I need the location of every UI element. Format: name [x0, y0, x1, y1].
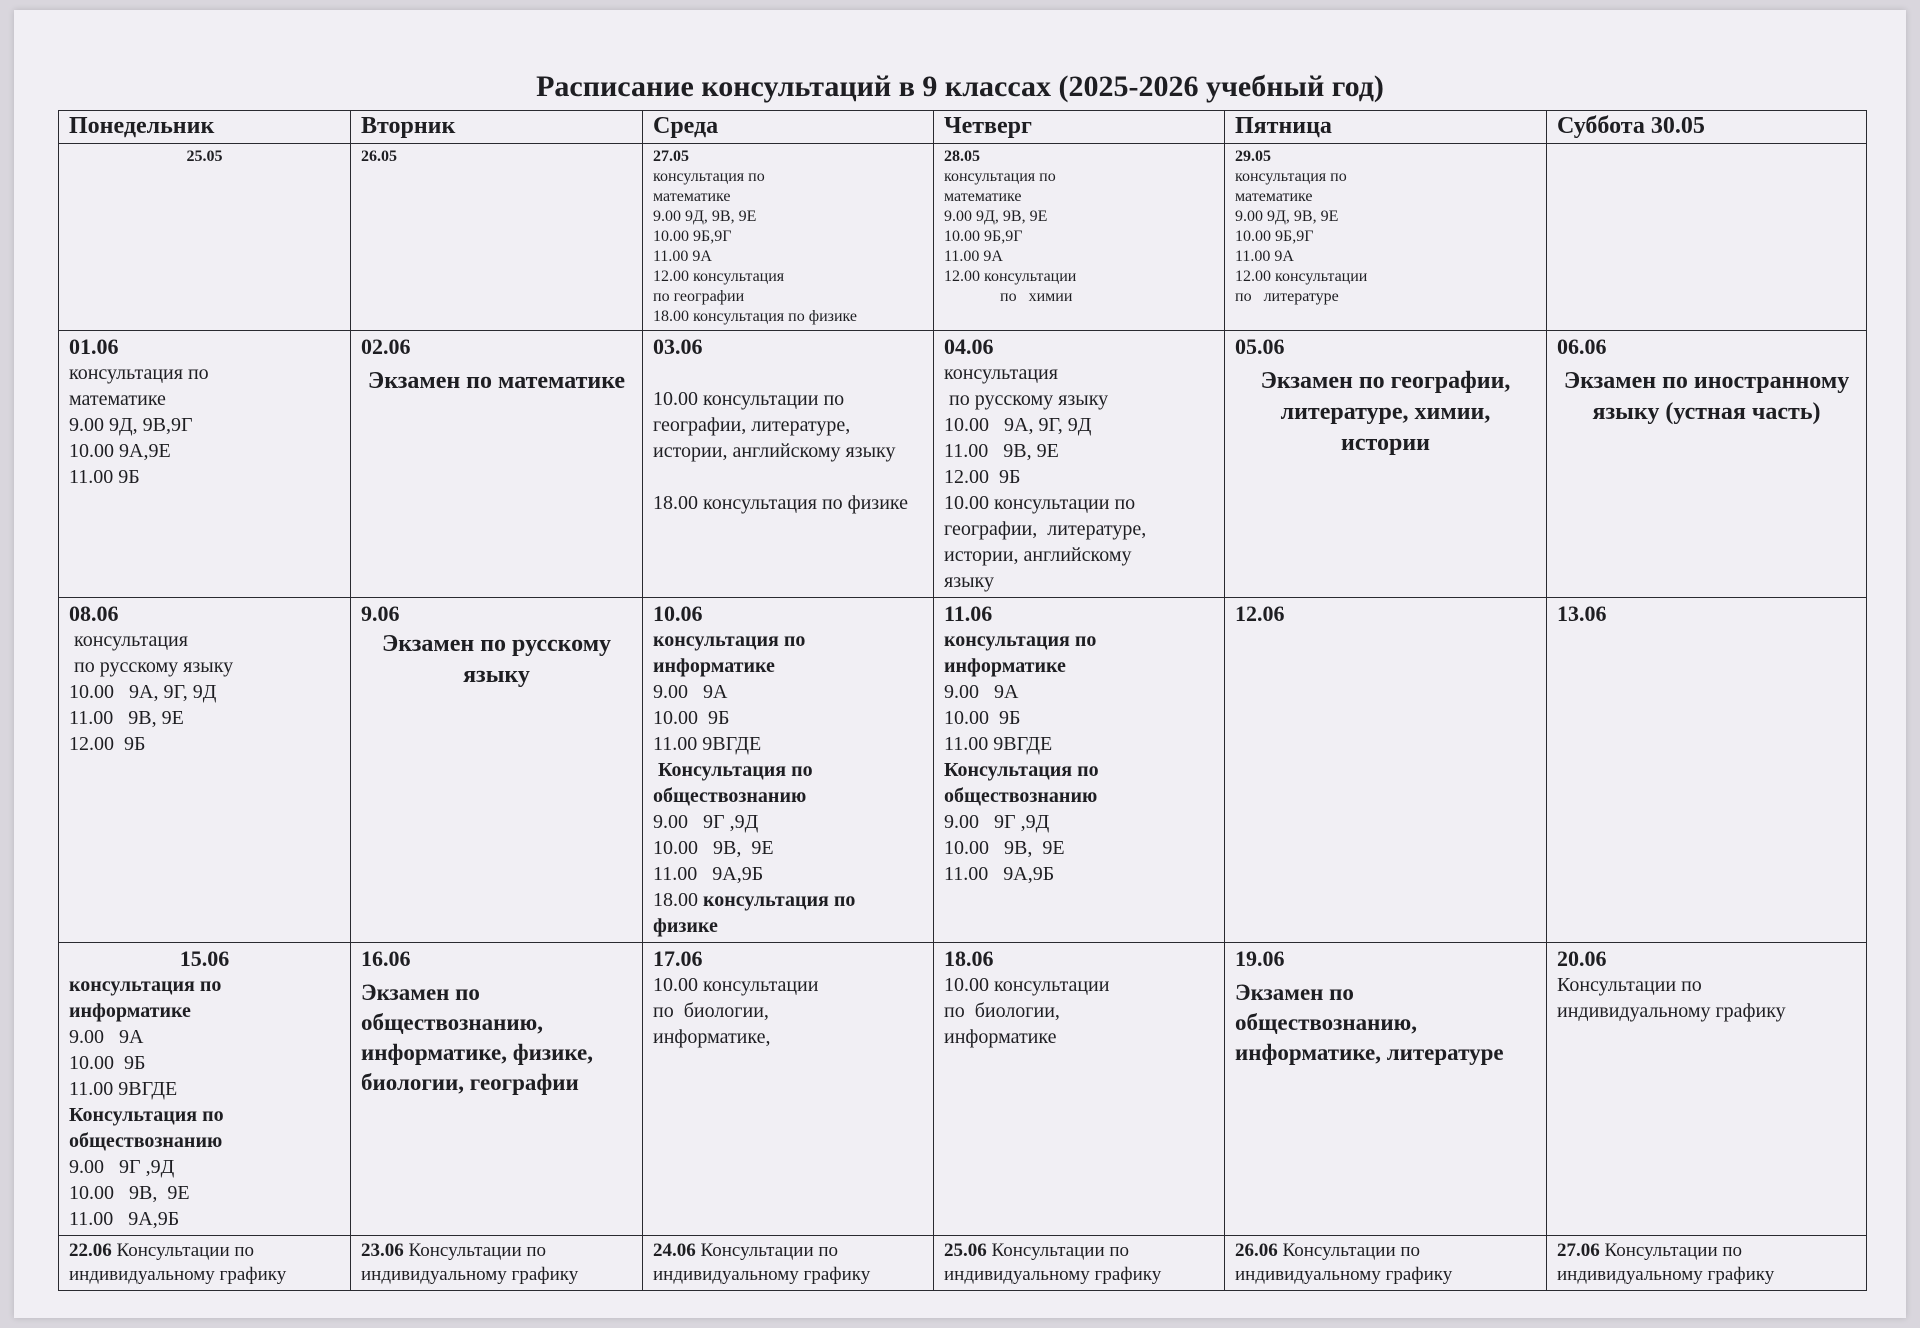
cell-w1-tue [351, 144, 643, 331]
paper-sheet [14, 10, 1906, 1318]
cell-w5-0 [59, 1236, 351, 1291]
cell-date: 20.06 [1557, 946, 1607, 971]
cell-w2-sat [1547, 331, 1867, 598]
cell-date: 01.06 [69, 334, 119, 359]
cell-line: 9.00 9Г ,9Д [653, 811, 759, 833]
cell-w4-fri [1225, 943, 1547, 1236]
week-row-4 [59, 943, 1867, 1236]
header-row [59, 111, 1867, 144]
cell-line: 10.00 9Б,9Г [944, 228, 1023, 245]
cell-w2-fri [1225, 331, 1547, 598]
cell-w5-2 [643, 1236, 934, 1291]
cell-line: 12.00 консультация [653, 268, 785, 285]
cell-line: математике [944, 188, 1022, 205]
cell-w2-wed [643, 331, 934, 598]
cell-line: по биологии, [944, 1000, 1060, 1022]
cell-w5-5 [1547, 1236, 1867, 1291]
cell-line: информатике [944, 1026, 1057, 1048]
cell-w3-thu [934, 598, 1225, 943]
cell-line: 11.00 9А [1235, 248, 1294, 265]
cell-line: Консультация по [653, 759, 813, 781]
cell-date: 03.06 [653, 334, 703, 359]
cell-date: 18.06 [944, 946, 994, 971]
cell-line: консультация по [653, 629, 806, 651]
cell-line: истории, английскому [944, 544, 1132, 566]
exam-text: Экзамен по русскому языку [381, 631, 612, 688]
exam-text: Экзамен по иностранному языку (устная часть) [1563, 368, 1850, 425]
cell-lines [944, 627, 1214, 887]
cell-lines [653, 627, 923, 887]
cell-date: 25.06 [944, 1240, 987, 1261]
cell-text: Консультации по индивидуальному графику [69, 1240, 287, 1285]
cell-text: 18.00 консультация по физике [653, 492, 909, 514]
cell-date: 19.06 [1235, 946, 1285, 971]
exam-text: Экзамен по обществознанию, информатике, литературе [1235, 980, 1504, 1065]
cell-line: 10.00 9Б,9Г [653, 228, 732, 245]
cell-line: 10.00 9В, 9Е [69, 1182, 190, 1204]
cell-line: 10.00 9Б [653, 707, 730, 729]
cell-date: 28.05 [944, 148, 980, 165]
cell-date: 29.05 [1235, 148, 1271, 165]
cell-date: 05.06 [1235, 334, 1285, 359]
time-text: 18.00 [653, 889, 698, 911]
cell-line: 10.00 9А,9Е [69, 440, 171, 462]
cell-line: 11.00 9В, 9Е [69, 707, 184, 729]
cell-line: информатике, [653, 1026, 771, 1048]
cell-line: 11.00 9А,9Б [69, 1208, 180, 1230]
cell-line: обществознанию [653, 785, 807, 807]
cell-w4-wed [643, 943, 934, 1236]
cell-line: 12.00 консультации [944, 268, 1077, 285]
cell-date: 26.06 [1235, 1240, 1278, 1261]
cell-line: информатике [653, 655, 775, 677]
cell-line: языку [944, 570, 994, 592]
cell-text [653, 887, 923, 913]
cell-line: информатике [944, 655, 1066, 677]
page-title: Расписание консультаций в 9 классах (2025-2026 учебный год) [536, 70, 1384, 103]
cell-date: 08.06 [69, 601, 119, 626]
cell-line: 18.00 консультация по физике [653, 308, 858, 325]
cell-line: 9.00 9Г ,9Д [69, 1156, 175, 1178]
cell-date: 04.06 [944, 334, 994, 359]
week-row-5 [59, 1236, 1867, 1291]
header-friday: Пятница [1225, 111, 1547, 144]
cell-line: 11.00 9ВГДЕ [653, 733, 762, 755]
week-row-1 [59, 144, 1867, 331]
cell-date: 24.06 [653, 1240, 696, 1261]
cell-line: математике [69, 388, 166, 410]
cell-line: консультация по [69, 974, 222, 996]
cell-date: 26.05 [361, 148, 397, 165]
cell-line: Консультация по [944, 759, 1099, 781]
cell-date: 02.06 [361, 334, 411, 359]
week-row-2 [59, 331, 1867, 598]
cell-line: по географии [653, 288, 745, 305]
cell-date: 15.06 [179, 946, 230, 971]
cell-text: 10.00 консультации по географии, литературе, истории, английскому языку [653, 388, 896, 462]
cell-line: 9.00 9А [69, 1026, 144, 1048]
cell-line: 12.00 9Б [69, 733, 146, 755]
cell-line: по русскому языку [69, 655, 234, 677]
cell-line: географии, литературе, [944, 518, 1147, 540]
week-row-3 [59, 598, 1867, 943]
cell-text: Консультации по индивидуальному графику [653, 1240, 871, 1285]
cell-line: 10.00 9В, 9Е [653, 837, 774, 859]
cell-text: Консультации по индивидуальному графику [1557, 1240, 1775, 1285]
cell-line: 11.00 9ВГДЕ [944, 733, 1053, 755]
cell-line: Консультация по [69, 1104, 224, 1126]
cell-lines [1235, 167, 1536, 307]
cell-line: по литературе [1235, 288, 1339, 305]
cell-line: 11.00 9А [653, 248, 712, 265]
subject-text: физике [653, 915, 718, 937]
cell-w2-thu [934, 331, 1225, 598]
cell-line: 9.00 9Д, 9В, 9Е [653, 208, 757, 225]
header-thursday: Четверг [934, 111, 1225, 144]
cell-line: по химии [944, 288, 1073, 305]
cell-w1-mon [59, 144, 351, 331]
schedule-table [58, 110, 1867, 1291]
cell-date: 23.06 [361, 1240, 404, 1261]
cell-lines [69, 972, 340, 1232]
exam-text: Экзамен по математике [367, 368, 626, 394]
cell-line: 10.00 9Б [69, 1052, 146, 1074]
cell-date: 16.06 [361, 946, 411, 971]
cell-line: 9.00 9Д, 9В, 9Е [944, 208, 1048, 225]
cell-w1-sat [1547, 144, 1867, 331]
cell-w3-mon [59, 598, 351, 943]
cell-date: 11.06 [944, 601, 993, 626]
cell-line: 9.00 9Д, 9В,9Г [69, 414, 193, 436]
cell-w4-sat [1547, 943, 1867, 1236]
cell-w2-mon [59, 331, 351, 598]
cell-line: 11.00 9Б [69, 466, 140, 488]
cell-date: 13.06 [1557, 601, 1607, 626]
cell-date: 27.06 [1557, 1240, 1600, 1261]
cell-line: 9.00 9Д, 9В, 9Е [1235, 208, 1339, 225]
cell-line: 11.00 9А,9Б [944, 863, 1055, 885]
cell-line: 11.00 9А,9Б [653, 863, 764, 885]
cell-line: по биологии, [653, 1000, 769, 1022]
cell-line: 10.00 9Б,9Г [1235, 228, 1314, 245]
cell-line: 9.00 9А [944, 681, 1019, 703]
cell-line: 10.00 консультации по [944, 492, 1136, 514]
cell-w3-tue [351, 598, 643, 943]
cell-line: обществознанию [69, 1130, 223, 1152]
cell-line: 10.00 9А, 9Г, 9Д [69, 681, 217, 703]
cell-line: информатике [69, 1000, 191, 1022]
cell-lines [944, 972, 1214, 1050]
cell-line: математике [1235, 188, 1313, 205]
cell-line: 10.00 9В, 9Е [944, 837, 1065, 859]
cell-w2-tue [351, 331, 643, 598]
cell-line: 10.00 9А, 9Г, 9Д [944, 414, 1092, 436]
cell-w1-wed [643, 144, 934, 331]
cell-line: обществознанию [944, 785, 1098, 807]
cell-date: 25.05 [186, 148, 223, 165]
header-wednesday: Среда [643, 111, 934, 144]
cell-date: 9.06 [361, 601, 400, 626]
cell-text: Консультации по индивидуальному графику [361, 1240, 579, 1285]
cell-lines [944, 167, 1214, 307]
cell-w3-sat [1547, 598, 1867, 943]
cell-date: 27.05 [653, 148, 689, 165]
cell-date: 10.06 [653, 601, 703, 626]
cell-w1-fri [1225, 144, 1547, 331]
cell-line: консультация по [653, 168, 765, 185]
cell-line: 11.00 9В, 9Е [944, 440, 1059, 462]
subject-text: консультация по [698, 889, 856, 911]
header-tuesday: Вторник [351, 111, 643, 144]
cell-text: Консультации по индивидуальному графику [944, 1240, 1162, 1285]
cell-line: консультация [944, 362, 1058, 384]
cell-line: консультация по [944, 629, 1097, 651]
cell-date: 12.06 [1235, 601, 1285, 626]
cell-w4-mon [59, 943, 351, 1236]
exam-text: Экзамен по географии, литературе, химии, истории [1260, 368, 1511, 456]
exam-text: Экзамен по обществознанию, информатике, физике, биологии, географии [361, 980, 594, 1095]
header-monday: Понедельник [59, 111, 351, 144]
cell-lines [69, 627, 340, 757]
cell-lines [653, 167, 923, 327]
cell-w4-tue [351, 943, 643, 1236]
header-saturday: Суббота 30.05 [1547, 111, 1867, 144]
cell-line: консультация [69, 629, 188, 651]
cell-line: 11.00 9А [944, 248, 1003, 265]
cell-line: 11.00 9ВГДЕ [69, 1078, 178, 1100]
cell-line: 10.00 консультации [653, 974, 819, 996]
cell-w1-thu [934, 144, 1225, 331]
cell-text: Консультации по индивидуальному графику [1235, 1240, 1453, 1285]
cell-lines [944, 360, 1214, 594]
cell-line: по русскому языку [944, 388, 1109, 410]
cell-w4-thu [934, 943, 1225, 1236]
cell-lines [69, 360, 340, 490]
cell-line: 9.00 9А [653, 681, 728, 703]
cell-date: 06.06 [1557, 334, 1607, 359]
cell-w5-1 [351, 1236, 643, 1291]
cell-text: Консультации по индивидуальному графику [1557, 974, 1786, 1022]
cell-w3-wed [643, 598, 934, 943]
cell-date: 22.06 [69, 1240, 112, 1261]
cell-line: 12.00 9Б [944, 466, 1021, 488]
cell-line: математике [653, 188, 731, 205]
cell-w5-4 [1225, 1236, 1547, 1291]
cell-line: 12.00 консультации [1235, 268, 1368, 285]
cell-line: 10.00 консультации [944, 974, 1110, 996]
cell-w5-3 [934, 1236, 1225, 1291]
cell-line: 9.00 9Г ,9Д [944, 811, 1050, 833]
cell-line: консультация по [69, 362, 209, 384]
cell-lines [653, 972, 923, 1050]
cell-w3-fri [1225, 598, 1547, 943]
cell-line: 10.00 9Б [944, 707, 1021, 729]
cell-date: 17.06 [653, 946, 703, 971]
cell-line: консультация по [944, 168, 1056, 185]
cell-line: консультация по [1235, 168, 1347, 185]
